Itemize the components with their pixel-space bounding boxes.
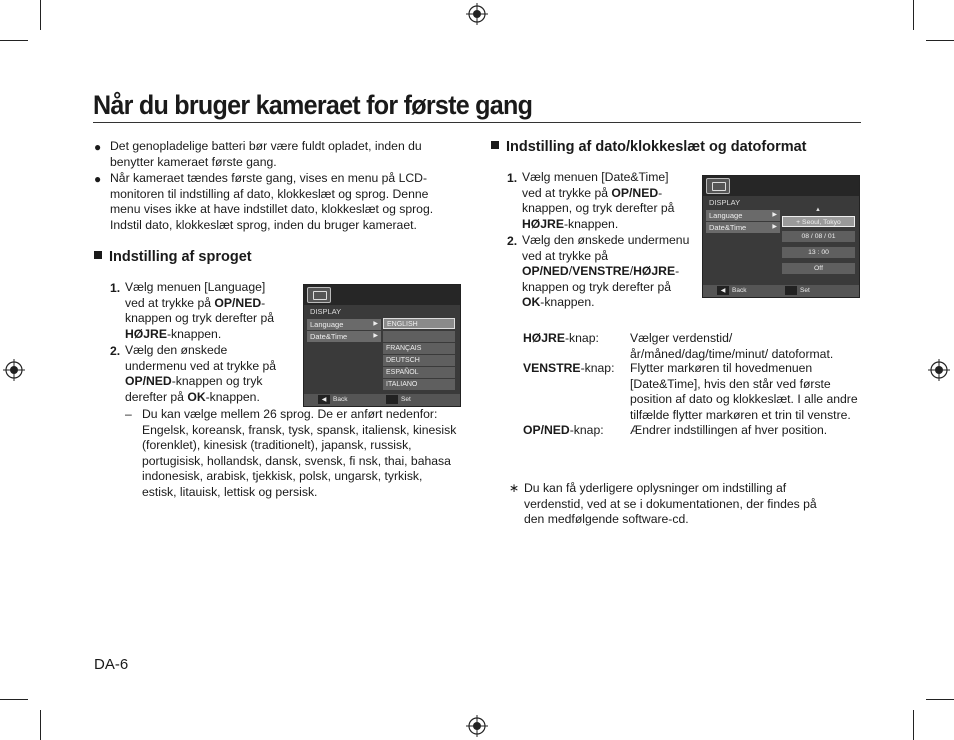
arrow-right-icon: ▶ bbox=[772, 224, 777, 230]
set-hint: Set bbox=[386, 395, 411, 405]
step-number: 2. bbox=[507, 234, 518, 248]
menu-item-datetime: Date&Time ▶ bbox=[706, 222, 780, 233]
step-number: 1. bbox=[110, 281, 121, 295]
crop-mark bbox=[926, 699, 954, 700]
tab-label: DISPLAY bbox=[709, 198, 741, 207]
option-francais: FRANÇAIS bbox=[383, 343, 455, 354]
title-rule bbox=[93, 122, 861, 123]
language-section-heading bbox=[94, 249, 252, 265]
key-desc-left: Flytter markøren til hovedmenuen [Date&Time], hvis den står ved første position af dato og klokkeslæt. I alle andre tilfælde flytter markøren et trin til venstre. bbox=[630, 361, 858, 422]
language-list-note: Du kan vælge mellem 26 sprog. De er anført nedenfor: Engelsk, koreansk, fransk, tysk, spansk, italiensk, kinesisk (forenklet), kinesisk (traditionelt), japansk, russisk, portugisisk, hollandsk, dansk, svensk, fi nsk, thai, bahasa indonesisk, arabisk, tjekkisk, polsk, ungarsk, tyrkisk, estisk, litauisk, lettisk og persisk. bbox=[142, 407, 457, 499]
intro-bullet-2: Når kameraet tændes første gang, vises en menu på LCD-monitoren til indstilling af dato, klokkeslæt og sprog. Denne menu vises ikke at have indstillet dato, klokkeslæt og sprog. Indstil dato, klokkeslæt sprog, inden du bruger kameraet. bbox=[110, 171, 434, 232]
screen-topbar bbox=[304, 285, 460, 305]
tab-label: DISPLAY bbox=[310, 307, 342, 316]
step-number: 2. bbox=[110, 344, 121, 358]
option-worldtime: + Seoul, Tokyo bbox=[782, 216, 855, 227]
note-dash: – bbox=[125, 407, 132, 421]
square-bullet-icon bbox=[94, 251, 102, 259]
page-number: DA-6 bbox=[94, 656, 129, 673]
crop-mark bbox=[40, 0, 41, 30]
language-step-2: Vælg den ønskede undermenu ved at trykke på OP/NED-knappen og tryk derefter på OK-knappen. bbox=[125, 343, 277, 404]
key-label-right: HØJRE-knap: bbox=[523, 331, 599, 345]
screen-bottombar bbox=[304, 394, 460, 406]
back-hint: ◀ Back bbox=[318, 395, 347, 405]
display-tab-icon bbox=[706, 178, 730, 194]
heading-text: Indstilling af dato/klokkeslæt og datoformat bbox=[506, 139, 807, 155]
arrow-right-icon: ▶ bbox=[373, 321, 378, 327]
option-placeholder bbox=[383, 331, 455, 342]
ok-key-icon bbox=[785, 286, 797, 295]
ok-key-icon bbox=[386, 395, 398, 404]
crop-mark bbox=[40, 710, 41, 740]
page-title: Når du bruger kameraet for første gang bbox=[93, 90, 533, 120]
key-label-updown: OP/NED-knap: bbox=[523, 423, 604, 437]
left-key-icon: ◀ bbox=[717, 286, 729, 295]
bullet-icon: ● bbox=[94, 140, 102, 154]
datetime-section-heading bbox=[491, 139, 807, 155]
arrow-right-icon: ▶ bbox=[772, 212, 777, 218]
option-deutsch: DEUTSCH bbox=[383, 355, 455, 366]
crop-mark bbox=[913, 0, 914, 30]
registration-mark-icon bbox=[3, 359, 25, 381]
footnote-mark: ∗ bbox=[509, 481, 520, 495]
crop-mark bbox=[0, 40, 28, 41]
screen-bottombar bbox=[703, 285, 859, 297]
crop-mark bbox=[926, 40, 954, 41]
up-arrow-icon: ▲ bbox=[815, 207, 821, 213]
display-tab-icon bbox=[307, 287, 331, 303]
option-espanol: ESPAÑOL bbox=[383, 367, 455, 378]
camera-screen-language bbox=[303, 284, 461, 407]
option-english: ENGLISH bbox=[383, 318, 455, 329]
key-desc-updown: Ændrer indstillingen af hver position. bbox=[630, 423, 828, 437]
option-italiano: ITALIANO bbox=[383, 379, 455, 390]
crop-mark bbox=[913, 710, 914, 740]
key-label-left: VENSTRE-knap: bbox=[523, 361, 615, 375]
intro-bullet-1: Det genopladelige batteri bør være fuldt opladet, inden du benytter kameraet første gang. bbox=[110, 139, 422, 169]
step-number: 1. bbox=[507, 171, 518, 185]
crop-mark bbox=[0, 699, 28, 700]
back-hint: ◀ Back bbox=[717, 286, 746, 296]
screen-topbar bbox=[703, 176, 859, 196]
menu-item-language: Language ▶ bbox=[706, 210, 780, 221]
camera-screen-datetime bbox=[702, 175, 860, 298]
option-format: Off bbox=[782, 263, 855, 274]
registration-mark-icon bbox=[466, 3, 488, 25]
square-bullet-icon bbox=[491, 141, 499, 149]
arrow-right-icon: ▶ bbox=[373, 333, 378, 339]
option-time: 13 : 00 bbox=[782, 247, 855, 258]
key-desc-right: Vælger verdenstid/år/måned/dag/time/minut/ datoformat. bbox=[630, 331, 834, 361]
datetime-step-1: Vælg menuen [Date&Time] ved at trykke på OP/NED-knappen, og tryk derefter på HØJRE-knappen. bbox=[522, 170, 675, 231]
language-step-1: Vælg menuen [Language] ved at trykke på OP/NED-knappen og tryk derefter på HØJRE-knappen. bbox=[125, 280, 275, 341]
left-key-icon: ◀ bbox=[318, 395, 330, 404]
menu-item-datetime: Date&Time ▶ bbox=[307, 331, 381, 342]
bullet-icon: ● bbox=[94, 172, 102, 186]
datetime-step-2: Vælg den ønskede undermenu ved at trykke på OP/NED/VENSTRE/HØJRE-knappen og tryk derefter på OK-knappen. bbox=[522, 233, 690, 310]
option-date: 08 / 08 / 01 bbox=[782, 231, 855, 242]
registration-mark-icon bbox=[466, 715, 488, 737]
menu-item-language: Language ▶ bbox=[307, 319, 381, 330]
set-hint: Set bbox=[785, 286, 810, 296]
registration-mark-icon bbox=[928, 359, 950, 381]
footnote: Du kan få yderligere oplysninger om indstilling af verdenstid, ved at se i dokumentationen, der findes på den medfølgende software-cd. bbox=[524, 481, 817, 527]
heading-text: Indstilling af sproget bbox=[109, 249, 252, 265]
